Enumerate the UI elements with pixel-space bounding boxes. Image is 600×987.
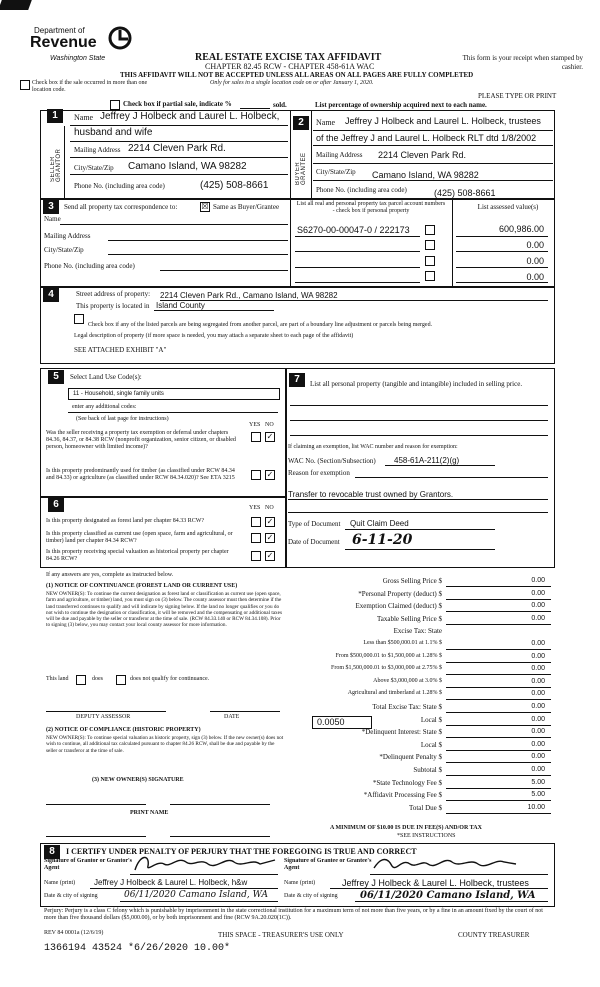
fee-row-label: *Delinquent Penalty $ bbox=[379, 753, 442, 761]
see-back-label: (See back of last page for instructions) bbox=[76, 416, 169, 422]
parcel-4-personal-checkbox[interactable] bbox=[425, 271, 435, 281]
fee-row-label: Total Excise Tax: State $ bbox=[372, 703, 442, 711]
parcel-1[interactable]: S6270-00-00047-0 / 222173 bbox=[297, 225, 410, 235]
does-not-label: does not qualify for continuance. bbox=[130, 676, 210, 682]
fee-row-line bbox=[446, 737, 551, 738]
treasurer-use: THIS SPACE - TREASURER'S USE ONLY bbox=[218, 931, 344, 939]
segregated-checkbox[interactable] bbox=[74, 314, 84, 324]
fee-row-value[interactable]: 0.00 bbox=[531, 716, 545, 723]
fee-row-value[interactable]: 0.00 bbox=[531, 577, 545, 584]
doc-type[interactable]: Quit Claim Deed bbox=[350, 519, 409, 528]
s5-q1-yes[interactable] bbox=[251, 432, 261, 442]
buyer-city[interactable]: Camano Island, WA 98282 bbox=[372, 170, 479, 180]
only-for-sales: Only for sales in a single location code on or after January 1, 2020. bbox=[210, 80, 374, 86]
partial-sale-line bbox=[240, 108, 270, 109]
fee-row-line bbox=[446, 624, 551, 625]
local-rate: 0.0050 bbox=[317, 717, 345, 727]
exemption-label: If claiming an exemption, list WAC number and reason for exemption: bbox=[288, 444, 458, 450]
fee-row-line bbox=[446, 750, 551, 751]
fee-row-value[interactable]: 5.00 bbox=[531, 779, 545, 786]
land-does-checkbox[interactable] bbox=[76, 675, 86, 685]
land-use-code: 11 - Household, single family units bbox=[73, 391, 164, 397]
legal-description[interactable]: SEE ATTACHED EXHIBIT "A" bbox=[74, 346, 167, 354]
corr-name-label: Name bbox=[44, 215, 61, 223]
buyer-city-label: City/State/Zip bbox=[316, 168, 356, 176]
additional-codes-label: enter any additional codes: bbox=[72, 404, 137, 410]
notice-2-body: NEW OWNER(S): To continue special valuation as historic property, sign (3) below. If the new owner(s) does not wish to continue, all additional tax calculated pursuant to chapter 84.26 RCW, shall be due and payable by the seller or transferor at the time of sale. bbox=[46, 735, 284, 754]
street-label: Street address of property: bbox=[76, 290, 151, 298]
fee-row-label: *Affidavit Processing Fee $ bbox=[363, 791, 442, 799]
s5-yes-label: YES bbox=[249, 422, 261, 428]
seller-name-line1[interactable]: Jeffrey J Holbeck and Laurel L. Holbeck, bbox=[100, 111, 280, 122]
grantor-sig-label: Signature of Grantor or Grantor's Agent bbox=[44, 858, 132, 871]
parcel-3-personal-checkbox[interactable] bbox=[425, 256, 435, 266]
send-correspondence-label: Send all property tax correspondence to: bbox=[64, 203, 178, 211]
s6-question-1: Is this property designated as forest land per chapter 84.33 RCW? bbox=[46, 518, 205, 524]
fee-row-label: Subtotal $ bbox=[413, 766, 442, 774]
grantor-date-city[interactable]: 06/11/2020 Camano Island, WA bbox=[124, 890, 268, 900]
wac-number[interactable]: 458-61A-211(2)(g) bbox=[394, 456, 460, 465]
fee-row-value[interactable]: 5.00 bbox=[531, 791, 545, 798]
s6-question-2: Is this property classified as current use (open space, farm and agricultural, or timber) land per chapter 84.34 RCW? bbox=[46, 531, 233, 544]
fee-row-value[interactable]: 0.00 bbox=[531, 590, 545, 597]
buyer-mailing-label: Mailing Address bbox=[316, 151, 363, 159]
land-use-title: Select Land Use Code(s): bbox=[70, 373, 142, 381]
seller-city-label: City/State/Zip bbox=[74, 164, 114, 172]
perjury-statement: Perjury: Perjury is a class C felony which is punishable by imprisonment in the state correctional institution for a maximum term of not more than five years, or by a fine in an amount fixed by the court of not more than five thousand dollars ($5,000.00), or by both imprisonment and fine (RCW 9A.20.020(1C)). bbox=[44, 908, 543, 921]
fee-row-line bbox=[446, 699, 551, 700]
ownership-note: List percentage of ownership acquired next to each name. bbox=[315, 101, 487, 109]
seller-name-line2[interactable]: husband and wife bbox=[74, 127, 153, 138]
s6-q3-yes[interactable] bbox=[251, 551, 261, 561]
fee-row-line bbox=[446, 687, 551, 688]
fee-row-line bbox=[446, 586, 551, 587]
reason-label: Reason for exemption bbox=[288, 469, 350, 477]
type-or-print: PLEASE TYPE OR PRINT bbox=[478, 92, 557, 100]
corr-mailing-label: Mailing Address bbox=[44, 232, 91, 240]
section-7-number: 7 bbox=[289, 373, 305, 387]
seller-mailing[interactable]: 2214 Cleven Park Rd. bbox=[128, 143, 226, 154]
exemption-reason[interactable]: Transfer to revocable trust owned by Grantors. bbox=[288, 490, 454, 499]
fee-row-line bbox=[446, 775, 551, 776]
s5-question-1: Was the seller receiving a property tax exemption or deferral under chapters 84.36, 84.37, or 84.38 RCW (nonprofit organization, senior citizen, or disabled person, homeowner with limited income)? bbox=[46, 430, 236, 450]
fee-row-line bbox=[446, 725, 551, 726]
fee-row-value[interactable]: 0.00 bbox=[531, 741, 545, 748]
does-label: does bbox=[92, 676, 103, 682]
section-4-number: 4 bbox=[43, 288, 59, 302]
county-treasurer: COUNTY TREASURER bbox=[458, 931, 530, 939]
revenue-swirl-icon bbox=[108, 26, 132, 50]
s5-q2-no[interactable]: ✓ bbox=[266, 470, 274, 479]
fee-row-line bbox=[446, 712, 551, 713]
buyer-phone[interactable]: (425) 508-8661 bbox=[434, 188, 496, 198]
buyer-name-line2[interactable]: of the Jeffrey J and Laurel L. Holbeck RLT dtd 1/8/2002 bbox=[316, 133, 537, 143]
grantee-printed-name[interactable]: Jeffrey J Holbeck & Laurel L. Holbeck, trustees bbox=[342, 878, 529, 888]
corr-city-label: City/State/Zip bbox=[44, 246, 84, 254]
fee-row-label: From $1,500,000.01 to $3,000,000 at 2.75% $ bbox=[331, 665, 442, 671]
receipt-note: This form is your receipt when stamped by cashier. bbox=[462, 54, 583, 71]
fee-row-line bbox=[446, 788, 551, 789]
s6-yes-label: YES bbox=[249, 505, 261, 511]
fee-row-line bbox=[446, 599, 551, 600]
fee-row-label: Above $3,000,000 at 3.0% $ bbox=[373, 678, 442, 684]
if-yes-note: If any answers are yes, complete as instructed below. bbox=[46, 572, 174, 578]
grantee-name-label: Name (print) bbox=[284, 880, 316, 886]
buyer-side-label: BUYER GRANTEE bbox=[295, 152, 307, 185]
fee-row-line bbox=[446, 674, 551, 675]
fee-row-line bbox=[446, 762, 551, 763]
corr-phone-label: Phone No. (including area code) bbox=[44, 262, 135, 270]
this-land-label: This land bbox=[46, 676, 69, 682]
notice-1-body: NEW OWNER(S): To continue the current designation as forest land or classification as current use (open space, farm and agriculture, or timber) land, you must sign on (3) below. The county assessor must then determine if the land transferred continues to qualify and will indicate by signing below. If the land no longer qualifies or you do not wish to continue the designation or classification, it will be removed and the compensating or additional taxes will be due and payable by the seller or transferor at the time of sale. (RCW 84.33.140 or RCW 84.34.108). Prior to signing (3) below, you may contact your local county assessor for more information. bbox=[46, 591, 282, 629]
multi-location-checkbox[interactable] bbox=[20, 80, 30, 90]
fee-row-line bbox=[446, 649, 551, 650]
form-revision: REV 84 0001a (12/6/19) bbox=[44, 930, 104, 936]
doc-type-label: Type of Document bbox=[288, 520, 341, 528]
minimum-note: A MINIMUM OF $10.00 IS DUE IN FEE(S) AND/OR TAX bbox=[330, 825, 482, 831]
buyer-phone-label: Phone No. (including area code) bbox=[316, 186, 407, 194]
assessor-date-label: DATE bbox=[224, 714, 240, 720]
form-warning: THIS AFFIDAVIT WILL NOT BE ACCEPTED UNLESS ALL AREAS ON ALL PAGES ARE FULLY COMPLETED bbox=[120, 71, 474, 79]
notice-1-title: (1) NOTICE OF CONTINUANCE (FOREST LAND OR CURRENT USE) bbox=[46, 583, 238, 589]
fee-row-value[interactable]: 0.00 bbox=[531, 766, 545, 773]
doc-date[interactable]: 6-11-20 bbox=[352, 532, 413, 548]
fee-row-label: Gross Selling Price $ bbox=[382, 577, 442, 585]
section-1-number: 1 bbox=[47, 109, 63, 123]
seller-mailing-label: Mailing Address bbox=[74, 146, 121, 154]
street-address[interactable]: 2214 Cleven Park Rd., Camano Island, WA 98282 bbox=[160, 291, 338, 300]
fee-row-label: *Personal Property (deduct) $ bbox=[358, 590, 442, 598]
seller-phone-label: Phone No. (including area code) bbox=[74, 182, 165, 190]
form-title: REAL ESTATE EXCISE TAX AFFIDAVIT bbox=[195, 52, 382, 63]
buyer-name-line1[interactable]: Jeffrey J Holbeck and Laurel L. Holbeck, trustees bbox=[345, 116, 541, 126]
fee-row-line bbox=[446, 800, 551, 801]
fee-row-value[interactable]: 0.00 bbox=[531, 665, 545, 672]
deputy-assessor-label: DEPUTY ASSESSOR bbox=[76, 714, 131, 720]
grantor-printed-name[interactable]: Jeffrey J Holbeck & Laurel L. Holbeck, h&w bbox=[94, 878, 248, 887]
located-label: This property is located in bbox=[76, 302, 150, 310]
fee-row-label: Total Due $ bbox=[409, 804, 442, 812]
s6-q1-yes[interactable] bbox=[251, 517, 261, 527]
grantee-date-city[interactable]: 06/11/2020 Camano Island, WA bbox=[360, 890, 536, 901]
grantee-signature[interactable] bbox=[370, 852, 520, 874]
grantee-date-city-label: Date & city of signing bbox=[284, 893, 338, 899]
same-as-buyer-checkbox[interactable]: ☒ bbox=[201, 202, 209, 211]
fee-row-value[interactable]: 0.00 bbox=[531, 653, 545, 660]
fee-row-value[interactable]: 0.00 bbox=[531, 640, 545, 647]
wac-label: WAC No. (Section/Subsection) bbox=[288, 457, 376, 465]
local-rate-box[interactable] bbox=[312, 716, 372, 729]
section-6-number: 6 bbox=[48, 498, 64, 512]
fee-row-label: From $500,000.01 to $1,500,000 at 1.28% $ bbox=[335, 653, 442, 659]
dor-logo bbox=[20, 22, 160, 67]
assessed-value-2[interactable]: 0.00 bbox=[526, 240, 544, 250]
fee-row-label: Agricultural and timberland at 1.28% $ bbox=[347, 690, 442, 696]
fee-row-line bbox=[446, 813, 551, 814]
certify-statement: I CERTIFY UNDER PENALTY OF PERJURY THAT THE FOREGOING IS TRUE AND CORRECT bbox=[66, 847, 417, 856]
notice-2-title: (2) NOTICE OF COMPLIANCE (HISTORIC PROPERTY) bbox=[46, 727, 201, 733]
section-3-number: 3 bbox=[43, 200, 59, 214]
grantor-signature[interactable] bbox=[130, 852, 280, 874]
partial-sale-label: Check box if partial sale, indicate % bbox=[123, 100, 232, 108]
s5-question-2: Is this property predominantly used for timber (as classified under RCW 84.34 and 84.33) or agriculture (as classified under RCW 84.34.020)? See ETA 3215 bbox=[46, 468, 235, 481]
buyer-name-label: Name bbox=[316, 118, 336, 127]
land-use-code-field[interactable] bbox=[68, 388, 280, 400]
fee-row-label: Exemption Claimed (deduct) $ bbox=[355, 602, 442, 610]
multi-location-label: Check box if the sale occurred in more than one location code. bbox=[32, 80, 148, 93]
s6-q3-no[interactable]: ✓ bbox=[266, 551, 274, 560]
notice-3-title: (3) NEW OWNER(S) SIGNATURE bbox=[92, 777, 184, 783]
section-2-number: 2 bbox=[293, 116, 309, 130]
s5-no-label: NO bbox=[265, 422, 274, 428]
fee-row-label: Excise Tax: State bbox=[393, 627, 442, 635]
print-name-label: PRINT NAME bbox=[130, 810, 169, 816]
fee-row-label: *State Technology Fee $ bbox=[372, 779, 442, 787]
segregated-label: Check box if any of the listed parcels are being segregated from another parcel, are part of a boundary line adjustment or parcels being merged. bbox=[88, 322, 433, 328]
corner-mark bbox=[0, 0, 32, 10]
fee-row-label: Local $ bbox=[420, 741, 442, 749]
assessed-value-1[interactable]: 600,986.00 bbox=[498, 224, 544, 234]
seller-city[interactable]: Camano Island, WA 98282 bbox=[128, 161, 247, 172]
see-instructions: *SEE INSTRUCTIONS bbox=[397, 833, 456, 839]
dept-line2: Revenue bbox=[30, 34, 97, 51]
fee-row-value[interactable]: 0.00 bbox=[531, 690, 545, 697]
fee-row-value[interactable]: 0.00 bbox=[531, 678, 545, 685]
parcel-2-personal-checkbox[interactable] bbox=[425, 240, 435, 250]
assessed-value-3[interactable]: 0.00 bbox=[526, 256, 544, 266]
fee-row-label: *Delinquent Interest: State $ bbox=[361, 728, 442, 736]
section-5-number: 5 bbox=[48, 370, 64, 384]
assessed-value-4[interactable]: 0.00 bbox=[526, 272, 544, 282]
fee-row-label: Local $ bbox=[420, 716, 442, 724]
partial-sale-checkbox[interactable] bbox=[110, 100, 120, 110]
s5-q2-yes[interactable] bbox=[251, 470, 261, 480]
s6-q1-no[interactable]: ✓ bbox=[266, 517, 274, 526]
grantor-date-city-label: Date & city of signing bbox=[44, 893, 98, 899]
doc-date-label: Date of Document bbox=[288, 538, 340, 546]
same-as-buyer-label: Same as Buyer/Grantee bbox=[213, 203, 280, 211]
seller-name-label: Name bbox=[74, 113, 94, 122]
land-does-not-checkbox[interactable] bbox=[116, 675, 126, 685]
s6-question-3: Is this property receiving special valuation as historical property per chapter 84.26 RCW? bbox=[46, 549, 229, 562]
fee-row-value[interactable]: 0.00 bbox=[531, 615, 545, 622]
dept-line3: Washington State bbox=[50, 55, 106, 62]
buyer-mailing[interactable]: 2214 Cleven Park Rd. bbox=[378, 150, 467, 160]
parcel-1-personal-checkbox[interactable] bbox=[425, 225, 435, 235]
fee-row-value[interactable]: 10.00 bbox=[527, 804, 545, 811]
county[interactable]: Island County bbox=[156, 301, 205, 310]
seller-phone[interactable]: (425) 508-8661 bbox=[200, 180, 269, 191]
fee-row-line bbox=[446, 611, 551, 612]
fee-row-line bbox=[446, 662, 551, 663]
fee-row-value[interactable]: 0.00 bbox=[531, 753, 545, 760]
s6-q2-no[interactable]: ✓ bbox=[266, 533, 274, 542]
section-8-number: 8 bbox=[44, 845, 60, 859]
s6-q2-yes[interactable] bbox=[251, 533, 261, 543]
parcel-header: List all real and personal property tax parcel account numbers - check box if personal property bbox=[296, 201, 446, 214]
cashier-stamp: 1366194 43524 *6/26/2020 10.00* bbox=[44, 943, 231, 954]
fee-row-value[interactable]: 0.00 bbox=[531, 602, 545, 609]
fee-row-value[interactable]: 0.00 bbox=[531, 703, 545, 710]
assessed-header: List assessed value(s) bbox=[477, 203, 539, 211]
grantee-sig-label: Signature of Grantee or Grantee's Agent bbox=[284, 858, 372, 871]
personal-property-title: List all personal property (tangible and intangible) included in selling price. bbox=[310, 380, 523, 388]
grantor-name-label: Name (print) bbox=[44, 880, 76, 886]
fee-row-label: Less than $500,000.01 at 1.1% $ bbox=[363, 640, 442, 646]
sold-label: sold. bbox=[273, 101, 287, 109]
s6-no-label: NO bbox=[265, 505, 274, 511]
legal-label: Legal description of property (if more space is needed, you may attach a separate sheet to each page of the affidavit) bbox=[74, 333, 354, 339]
s5-q1-no[interactable]: ✓ bbox=[266, 432, 274, 441]
seller-side-label: SELLER GRANTOR bbox=[50, 148, 62, 182]
form-subtitle: CHAPTER 82.45 RCW - CHAPTER 458-61A WAC bbox=[205, 62, 375, 71]
dept-line1: Department of bbox=[34, 26, 85, 35]
fee-row-value[interactable]: 0.00 bbox=[531, 728, 545, 735]
fee-row-label: Taxable Selling Price $ bbox=[376, 615, 442, 623]
